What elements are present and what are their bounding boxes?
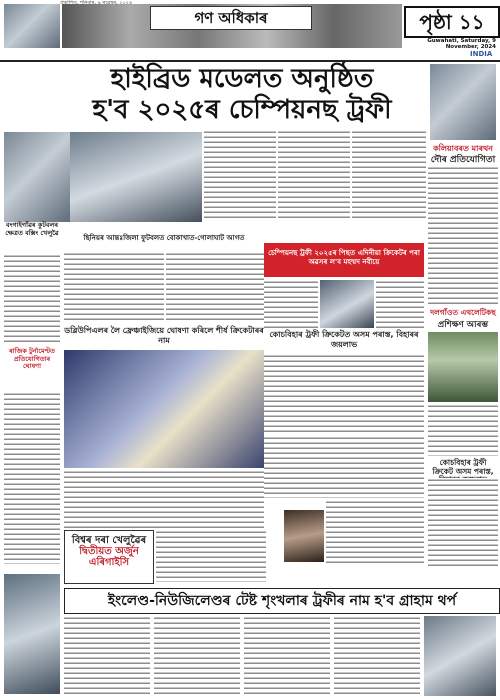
lead-body-col3 — [352, 130, 426, 218]
left-headline-1: বংগাইগাঁৱৰ কুটবলৰ ক্ষেত্ৰত বক্সিং খেলুৱৈ — [5, 221, 59, 237]
athletics-kicker: দলগাঁওত এথলেটিকছ — [430, 308, 496, 317]
nabi-retirement-banner — [264, 243, 424, 277]
wpl-photo — [64, 350, 264, 468]
chess-box-body — [156, 530, 266, 582]
bottom-banner-text: ইংলেণ্ড-নিউজিলেণ্ডৰ টেষ্ট শৃংখলাৰ ট্ৰফীৰ নাম হ'ব গ্ৰাহাম থৰ্প — [107, 593, 457, 609]
chess-box-headline — [64, 530, 154, 584]
lead-headline-line2: হ'ব ২০২৫ৰ চেম্পিয়নছ ট্ৰফী — [92, 95, 392, 125]
bottom-right-photo — [424, 616, 496, 696]
chess-player-photo — [284, 510, 324, 562]
cooch-behar-mid-headline: কোচবিহাৰ ট্ৰফী ক্ৰিকেটত অসম পৰাস্ত, বিহাৰৰ জয়লাভ — [269, 330, 419, 349]
football-body-col1 — [64, 252, 164, 322]
mid-body-extra — [264, 436, 424, 498]
wpl-headline: ডব্লিউপিএলৰ লৈ ফ্ৰেঞ্চাইজিয়ে ঘোষণা কৰিলে শীৰ্ষ ক্ৰিকেটাৰৰ নাম — [64, 326, 264, 345]
left-body-1 — [4, 254, 60, 344]
marathon-kicker: কলিয়াবৰত মাৰথন — [433, 144, 493, 153]
marathon-body — [428, 166, 498, 306]
marathon-headline: দৌৰ প্ৰতিযোগিতা — [430, 155, 496, 165]
dateline: Guwahati, Saturday, 9 November, 2024 — [427, 38, 496, 50]
nabi-body-col2 — [376, 280, 424, 328]
marathon-photo — [430, 64, 496, 140]
lead-headline-line1: হাইব্ৰিড মডেলত অনুষ্ঠিত — [110, 64, 374, 94]
cooch-behar-headline: কোচবিহাৰ ট্ৰফী ক্ৰিকেট অসম পৰাস্ত, — [432, 458, 494, 476]
athletics-body — [428, 404, 498, 456]
chess-body — [326, 500, 424, 564]
lead-body-col2 — [278, 130, 350, 218]
chess-headline-line2: দ্বিতীয়ত অৰ্জুন এৰিগাইসি — [79, 546, 139, 568]
bottom-body-col2 — [154, 616, 240, 696]
wpl-body — [64, 470, 264, 528]
cooch-behar-body — [428, 478, 498, 566]
bottom-body-col4 — [334, 616, 420, 696]
nabi-retirement-text: চেম্পিয়নছ ট্ৰফী ২০২৫ৰ পিছত এদিনীয়া ক্ৰিকেটৰ পৰা অৱসৰ ল'ব মহম্মদ নবীয়ে — [268, 249, 420, 266]
bottom-body-col3 — [244, 616, 330, 696]
trophy-photo — [4, 132, 70, 222]
bottom-banner — [64, 588, 500, 614]
football-body-col2 — [166, 252, 264, 322]
chess-headline-line1: বিশ্বৰ দৰা খেলুৱৈৰ — [71, 535, 147, 546]
team-photo — [70, 132, 202, 222]
newspaper-title: গণ অধিকাৰ — [150, 6, 312, 30]
cooch-behar-mid-body — [264, 354, 424, 434]
bottom-body-col1 — [64, 616, 150, 696]
page-number: পৃষ্ঠা ১১ — [404, 6, 500, 38]
brand-label: INDIA — [470, 50, 493, 58]
masthead-topline: প্ৰকাশিত, শনিবাৰ, ৯ নৱেম্বৰ, ২০২৪ — [60, 0, 133, 6]
left-body-2 — [4, 392, 60, 564]
nabi-body-col1 — [264, 280, 318, 328]
athletics-photo — [428, 332, 498, 402]
lead-body-col1 — [204, 130, 276, 218]
left-headline-2: ৰাজিক টুৰ্নামেণ্টত প্ৰতিযোগিতাৰ ঘোষণা — [9, 347, 55, 370]
athletics-headline: প্ৰশিক্ষণ আৰম্ভ — [437, 320, 489, 330]
football-headline: ছিনিয়ৰ আন্তঃজিলা ফুটবলত বোকাখাত-গোলাঘাট আগত — [83, 234, 245, 242]
masthead-photo — [4, 4, 60, 48]
nabi-photo — [320, 280, 374, 328]
bottom-left-photo — [4, 574, 60, 694]
